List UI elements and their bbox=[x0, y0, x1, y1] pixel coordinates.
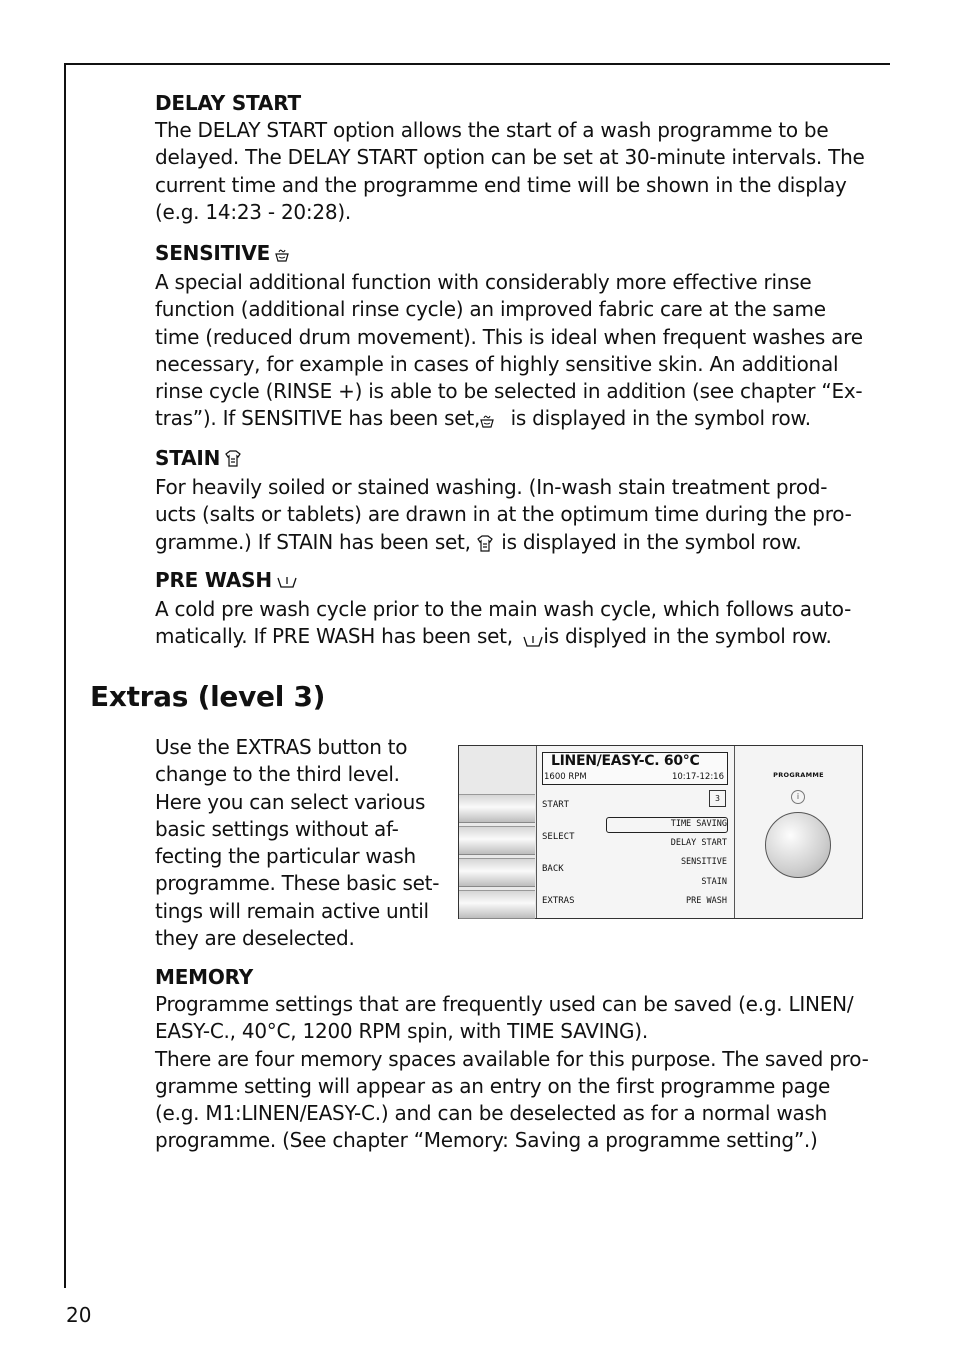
programme-pane bbox=[735, 746, 862, 918]
display-title: LINEN/EASY-C. 60°C bbox=[551, 753, 700, 769]
text-line: basic settings without af- bbox=[155, 816, 399, 841]
display-option-time-saving: TIME SAVING bbox=[670, 819, 727, 829]
text-line: fecting the particular wash bbox=[155, 844, 416, 869]
programme-label: PROGRAMME bbox=[773, 771, 824, 779]
text-line: necessary, for example in cases of highly sensitive skin. An additional bbox=[155, 351, 839, 376]
page-number: 20 bbox=[66, 1303, 92, 1327]
text-line: they are deselected. bbox=[155, 926, 355, 951]
text-line: Use the EXTRAS button to bbox=[155, 735, 408, 759]
section-body bbox=[155, 117, 870, 226]
stain-icon bbox=[476, 532, 494, 559]
select-button bbox=[459, 826, 535, 855]
prewash-icon bbox=[276, 569, 298, 596]
sensitive-icon bbox=[274, 242, 290, 269]
display-option-sensitive: SENSITIVE bbox=[680, 857, 727, 867]
left-rule bbox=[64, 63, 66, 1288]
section-body bbox=[155, 269, 870, 433]
prewash-icon bbox=[522, 628, 544, 655]
display-header bbox=[542, 752, 728, 785]
text-line: Programme settings that are frequently used can be saved (e.g. LINEN/ bbox=[155, 992, 854, 1016]
section-body bbox=[155, 474, 870, 556]
section-sensitive bbox=[155, 240, 870, 433]
text-line: delayed. The DELAY START option can be set at 30-minute intervals. The bbox=[155, 145, 865, 170]
section-title: STAIN bbox=[155, 446, 221, 470]
text-line: Here you can select various bbox=[155, 789, 426, 814]
section-delay-start bbox=[155, 90, 870, 226]
text-line: The DELAY START option allows the start of a wash programme to be bbox=[155, 118, 829, 142]
panel-display bbox=[537, 746, 735, 918]
display-label-start: START bbox=[542, 800, 570, 810]
text-line: rinse cycle (RINSE +) is able to be selected in addition (see chapter “Ex- bbox=[155, 379, 863, 404]
info-icon: i bbox=[791, 790, 805, 804]
text-line: change to the third level. bbox=[155, 762, 400, 787]
text-line: gramme.) If STAIN has been set, is displayed in the symbol row. bbox=[155, 529, 802, 554]
text-line: matically. If PRE WASH has been set, is displyed in the symbol row. bbox=[155, 624, 832, 649]
extras-intro bbox=[155, 734, 445, 952]
text-line: A special additional function with considerably more effective rinse bbox=[155, 270, 812, 294]
text-line: time (reduced drum movement). This is ideal when frequent washes are bbox=[155, 324, 863, 349]
sensitive-icon bbox=[479, 408, 495, 435]
extras-button bbox=[459, 890, 535, 919]
extras-heading: Extras (level 3) bbox=[90, 680, 326, 713]
start-button bbox=[459, 794, 535, 823]
text-line: EASY-C., 40°C, 1200 RPM spin, with TIME SAVING). bbox=[155, 1019, 648, 1044]
section-title: MEMORY bbox=[155, 965, 254, 989]
section-prewash bbox=[155, 567, 870, 651]
display-rpm: 1600 RPM bbox=[544, 772, 587, 782]
text-line: function (additional rinse cycle) an improved fabric care at the same bbox=[155, 297, 826, 322]
display-option-prewash: PRE WASH bbox=[686, 896, 727, 906]
text-line: gramme setting will appear as an entry on the first programme page bbox=[155, 1073, 831, 1098]
text-line: A cold pre wash cycle prior to the main wash cycle, which follows auto- bbox=[155, 597, 852, 621]
text-line: programme. These basic set- bbox=[155, 871, 440, 896]
text-line: current time and the programme end time will be shown in the display bbox=[155, 172, 847, 197]
section-body bbox=[155, 991, 870, 1155]
text-line: (e.g. 14:23 - 20:28). bbox=[155, 199, 351, 224]
text-line: (e.g. M1:LINEN/EASY-C.) and can be deselected as for a normal wash bbox=[155, 1101, 828, 1126]
section-title: DELAY START bbox=[155, 91, 301, 115]
text-line: For heavily soiled or stained washing. (In-wash stain treatment prod- bbox=[155, 475, 828, 499]
level-icon: 3 bbox=[709, 790, 726, 807]
section-body bbox=[155, 596, 870, 651]
display-option-delay-start: DELAY START bbox=[670, 838, 727, 848]
section-memory bbox=[155, 964, 870, 1155]
display-time: 10:17-12:16 bbox=[671, 772, 724, 782]
control-panel-illustration bbox=[458, 745, 863, 919]
display-option-stain: STAIN bbox=[701, 877, 727, 887]
text-line: programme. (See chapter “Memory: Saving a programme setting”.) bbox=[155, 1128, 818, 1153]
back-button bbox=[459, 858, 535, 887]
section-stain bbox=[155, 445, 870, 556]
display-label-extras: EXTRAS bbox=[542, 896, 575, 906]
text-line: tings will remain active until bbox=[155, 898, 429, 923]
section-title: SENSITIVE bbox=[155, 241, 271, 265]
text-line: There are four memory spaces available for this purpose. The saved pro- bbox=[155, 1046, 869, 1071]
text-line: tras”). If SENSITIVE has been set, is displayed in the symbol row. bbox=[155, 406, 811, 431]
display-label-select: SELECT bbox=[542, 832, 575, 842]
top-rule bbox=[64, 63, 890, 65]
panel-buttons bbox=[459, 746, 537, 918]
display-label-back: BACK bbox=[542, 864, 564, 874]
section-title: PRE WASH bbox=[155, 568, 272, 592]
programme-knob bbox=[765, 812, 831, 878]
stain-icon bbox=[224, 447, 242, 474]
text-line: ucts (salts or tablets) are drawn in at the optimum time during the pro- bbox=[155, 502, 852, 527]
